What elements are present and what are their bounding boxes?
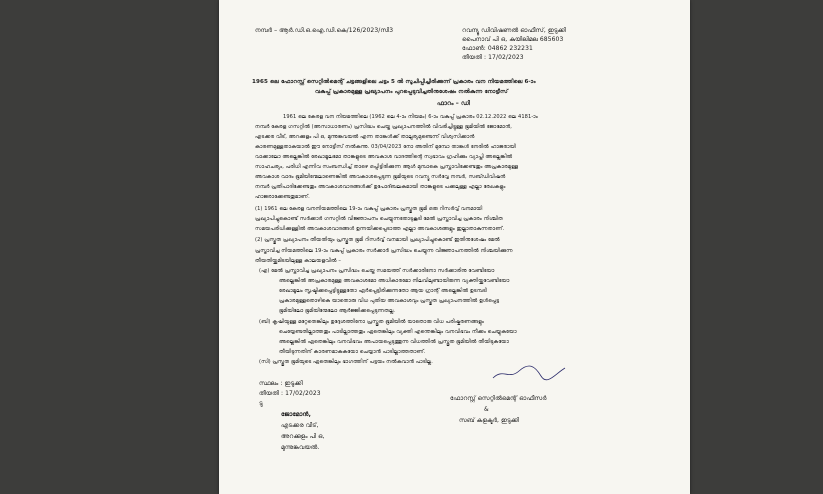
signatory-and: & xyxy=(484,406,489,413)
clause-1-line: പ്രഖ്യാപിച്ചുകൊണ്ട് സർക്കാർ ഗസറ്റിൽ വിജ്ഞാപനം ചെയ്യുന്നതോടുകൂടി മേൽ പ്രസ്താവിച്ച പ്രകാരം നിശ്ചിത xyxy=(255,216,503,222)
body-line: കാരണമുള്ളതാകയാൽ ഈ നോട്ടീസ് നൽകുന്നു. 03/04/2023 നോ അതിന് മുമ്പോ താങ്കൾ നേരിൽ ഹാജരായി xyxy=(255,144,516,150)
body-line: നമ്പർ പ്രതിപാദിക്കേണ്ടതും അവകാശവാദങ്ങൾക്ക് ഉപോദ്ബലകമായി താങ്കളുടെ പക്കലുള്ള എല്ലാ രേഖകളും xyxy=(255,184,506,190)
notice-title-line-2: വകുപ്പ് പ്രകാരമുള്ള പ്രഖ്യാപനം പുറപ്പെടുവിച്ചതിനുശേഷം നൽകുന്ന നോട്ടീസ് xyxy=(315,89,508,95)
to-label: ടു xyxy=(259,400,263,407)
addressee-post: അറക്കുളം പി ഒ, xyxy=(281,433,325,440)
signatory-title: ഫോറസ്റ്റ് സെറ്റിൽമെന്റ് ഓഫീസർ xyxy=(450,395,547,402)
clause-a-line: പ്രകാരമുള്ളതൊഴികെ യാതൊരു വിധ പുതിയ അവകാശവും പ്രസ്തുത പ്രഖ്യാപനത്തിൽ ഉൾപ്പെട്ട xyxy=(279,298,500,304)
addressee-name: ജോമോൻ, xyxy=(281,411,311,418)
office-post: പൈനാവ് പി ഒ, കുയിലിമല 685603 xyxy=(462,36,564,43)
body-line: അവകാശ വാദം ഭൂമിയിന്മേലാണെങ്കിൽ അവകാശപ്പെടുന്ന ഭൂമിയുടെ റവന്യൂ സർവ്വേ നമ്പർ, സബ്ഡിവിഷൻ xyxy=(255,174,506,180)
clause-b-line: തീയിടുന്നതിന് കാരണമാകുകയോ ചെയ്യാൻ പാടില്ലാത്തതാണ്. xyxy=(279,349,426,355)
clause-1-line: (1) 1961 ലെ കേരള വനനിയമത്തിലെ 19-ാം വകുപ്പ് പ്രകാരം പ്രസ്തുത ഭൂമി ഒരു റിസർവ്വ് വനമായി xyxy=(255,206,483,212)
addressee-house: എടക്കര വീട്, xyxy=(281,422,319,429)
clause-a-line: (എ) മേൽ പ്രസ്താവിച്ച പ്രഖ്യാപനം പ്രസിദ്ധം ചെയ്ത സമയത്ത് സർക്കാരിനോ സർക്കാരിനു വേണ്ടിയോ xyxy=(259,268,495,274)
body-line: നമ്പർ കേരള ഗസറ്റിൽ (അസാധാരണം) പ്രസിദ്ധം ചെയ്ത പ്രഖ്യാപനത്തിൽ വിവരിച്ചിട്ടുള്ള ഭൂമിയിൽ ജോമോൻ, xyxy=(255,124,512,130)
body-line: 1961 ലെ കേരള വന നിയമത്തിലെ (1962 ലെ 4-ാം നിയമം) 6-ാം വകുപ്പ് പ്രകാരം 02.12.2022 ലെ 4181-ാം xyxy=(283,114,538,120)
form-label: ഫാറം – ഡി xyxy=(437,100,470,107)
clause-2-line: പ്രസ്താവിച്ച നിയമത്തിലെ 19-ാം വകുപ്പ് പ്രകാരം സർക്കാർ പ്രസിദ്ധം ചെയ്യുന്ന വിജ്ഞാപനത്തിൽ നിശ്ചയിക്കുന്ന xyxy=(255,248,513,254)
clause-b-line: അല്ലെങ്കിൽ ഏതെങ്കിലും വനവിഭവം അപായപ്പെടുത്തുന്ന വിധത്തിൽ പ്രസ്തുത ഭൂമിയിൽ തീയിടുകയോ xyxy=(279,339,509,345)
place: സ്ഥലം : ഇടുക്കി xyxy=(259,380,303,387)
clause-a-line: രേഖാമൂലം സൃഷ്ടിക്കപ്പെട്ടിട്ടുള്ളതോ ഏർപ്പെട്ടിരിക്കുന്നതോ ആയ ഗ്രാന്റ് അല്ലെങ്കിൽ ഉടമ്പടി xyxy=(279,288,487,294)
footer-date: തീയതി : 17/02/2023 xyxy=(259,390,321,397)
office-phone: ഫോൺ: 04862 232231 xyxy=(462,45,533,52)
body-line: എടക്കര വീട്, അറക്കുളം പി ഒ, മുന്നുങ്കവയൽ എന്ന താങ്കൾക്ക് താല്പര്യമുണ്ടെന്ന് വിശ്വസിക്കാൻ xyxy=(255,134,475,140)
body-line: വാക്കാലോ അല്ലെങ്കിൽ രേഖാമൂലമോ താങ്കളുടെ അവകാശ വാദത്തിന്റെ സ്വഭാവം ഗ്രഹിക്കും വ്യാപ്തി അല്ലെങ്കിൽ xyxy=(255,154,513,160)
clause-b-line: ചെയ്യേണ്ടതില്ലാത്തതും പാടില്ലാത്തതും ഏതെങ്കിലും വ്യക്തി എന്തെങ്കിലും വനവിഭവം നീക്കം ചെയ്യുകയോ xyxy=(279,329,517,335)
reference-number: നമ്പർ – ആർ.ഡി.ഒ.ഐ.ഡി.കെ/126/2023/സി3 xyxy=(255,27,394,34)
office-name: റവന്യൂ ഡിവിഷണൽ ഓഫീസ്, ഇടുക്കി xyxy=(462,27,567,34)
clause-a-line: അല്ലെങ്കിൽ അപ്രകാരമുള്ള അവകാശമോ അധികാരമോ നിലവിലുണ്ടായിരുന്ന വ്യക്തിയ്ക്കുവേണ്ടിയോ xyxy=(279,278,510,284)
clause-c-line: (സി) പ്രസ്തുത ഭൂമിയുടെ ഏതെങ്കിലും ഭാഗത്തിന് പട്ടയം നൽകുവാൻ പാടില്ല. xyxy=(259,359,433,365)
clause-b-line: (ബി) കൃഷിയുള്ള മറ്റേതെങ്കിലും ഉദ്ദേശത്തിനോ പ്രസ്തുത ഭൂമിയിൽ യാതൊരു വിധ പരിഷ്കരണങ്ങളും xyxy=(259,319,484,325)
addressee-place: മുന്നുങ്കവയൽ. xyxy=(281,444,320,451)
clause-2-line: തീയതിയ്ക്കുമിടയിലുള്ള കാലയളവിൽ – xyxy=(255,258,341,264)
notice-title-line-1: 1965 ലെ ഫോറസ്റ്റ് സെറ്റിൽമെന്റ് ചട്ടങ്ങളിലെ ചട്ടം 5 ൽ സൂചിപ്പിച്ചിരിക്കുന്ന് പ്രകാരം വന നിയമത്തിലെ 6-ാം xyxy=(252,79,536,85)
clause-2-line: (2) പ്രസ്തുത പ്രഖ്യാപനം തീയതിയും പ്രസ്തുത ഭൂമി റിസർവ്വ് വനമായി പ്രഖ്യാപിച്ചുകൊണ്ട് ഇതിനുശേഷം മേൽ xyxy=(255,237,500,243)
clause-1-line: സമയപരിധിക്കുള്ളിൽ അവകാശവാദങ്ങൾ ഉന്നയിക്കപ്പെടാത്ത എല്ലാ അവകാശങ്ങളും ഇല്ലാതാകുന്നതാണ്. xyxy=(255,226,505,232)
signatory-name: സബ് കളക്ടർ, ഇടുക്കി xyxy=(459,417,520,424)
header-date: തീയതി : 17/02/2023 xyxy=(462,54,524,61)
clause-a-line: ഭൂമിയിലോ ഭൂമിയിന്മേലോ ആർജ്ജിക്കപ്പെടുന്നതല്ല. xyxy=(279,308,396,314)
body-line: സാഹചര്യം, പരിധി എന്നിവ സംബന്ധിച്ച് താഴെ ഒപ്പിട്ടിരിക്കുന്ന ആൾ മുമ്പാകെ പ്രസ്താവിക്കേണ്ടതും അപ്രകാരമുള്ള xyxy=(255,164,519,170)
document-page xyxy=(219,0,690,494)
signature-mark xyxy=(489,362,569,384)
body-line: ഹാജരാക്കേണ്ടതുമാണ്. xyxy=(255,194,310,200)
